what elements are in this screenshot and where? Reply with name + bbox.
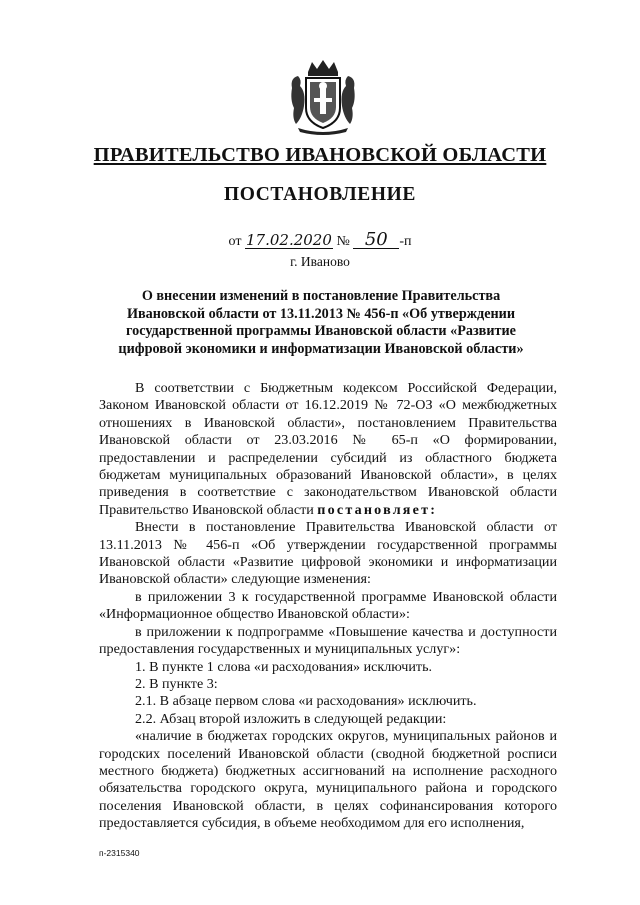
city: г. Иваново xyxy=(290,254,350,269)
body-paragraph: 2.2. Абзац второй изложить в следующей редакции: xyxy=(135,710,447,727)
date-prefix: от xyxy=(228,234,242,249)
number-suffix: -п xyxy=(399,234,412,249)
document-body xyxy=(99,380,557,833)
document-date: 17.02.2020 xyxy=(246,231,332,249)
body-paragraph: 2.1. В абзаце первом слова «и расходования» исключить. xyxy=(135,693,477,710)
body-paragraph: «наличие в бюджетах городских округов, муниципальных районов и городских поселений Ивановской области (сводной бюджетной росписи местного бюджета) бюджетных ассигнований на исполнение расходного обязательства городского округа, муниципального района и городского поселения Ивановской области, в целях софинансирования которого предоставляется субсидия, в объеме необходимом для его исполнения, xyxy=(99,728,557,832)
body-paragraph xyxy=(99,380,557,519)
body-paragraph: в приложении 3 к государственной программе Ивановской области «Информационное общество Ивановской области»: xyxy=(99,588,557,623)
body-paragraph: Внести в постановление Правительства Ивановской области от 13.11.2013 № 456-п «Об утверждении государственной программы Ивановской области «Развитие цифровой экономики и информатизации Ивановской области» следующие изменения: xyxy=(99,519,557,588)
date-number-line xyxy=(0,229,640,252)
ivanovo-coat-of-arms-icon xyxy=(288,58,358,136)
resolves-keyword: постановляет: xyxy=(317,501,438,518)
number-sign: № xyxy=(336,234,350,249)
body-paragraph: 1. В пункте 1 слова «и расходования» исключить. xyxy=(135,658,433,675)
government-title: ПРАВИТЕЛЬСТВО ИВАНОВСКОЙ ОБЛАСТИ xyxy=(93,144,547,166)
body-paragraph: 2. В пункте 3: xyxy=(135,675,218,692)
document-number: 50 xyxy=(353,232,399,249)
body-paragraph: в приложении к подпрограмме «Повышение качества и доступности предоставления государственных и муниципальных услуг»: xyxy=(99,623,557,658)
paragraph-text: В соответствии с Бюджетным кодексом Российской Федерации, Законом Ивановской области от 16.12.2019 № 72-ОЗ «О межбюджетных отношениях в Ивановской области», постановлением Правительства Ивановской области от 23.03.2016 № 65-п «О формировании, предоставлении и распределении субсидий из областного бюджета бюджетам муниципальных образований Ивановской области», в целях приведения в соответствие с законодательством Ивановской области Правительство Ивановской области xyxy=(99,380,557,518)
document-subject: О внесении изменений в постановление Правительства Ивановской области от 13.11.2013 № 456-п «Об утверждении государственной программы Ивановской области «Развитие цифровой экономики и информатизации Ивановской области» xyxy=(118,288,524,357)
document-type: ПОСТАНОВЛЕНИЕ xyxy=(223,184,417,205)
footer-code: п-2315340 xyxy=(99,848,140,858)
